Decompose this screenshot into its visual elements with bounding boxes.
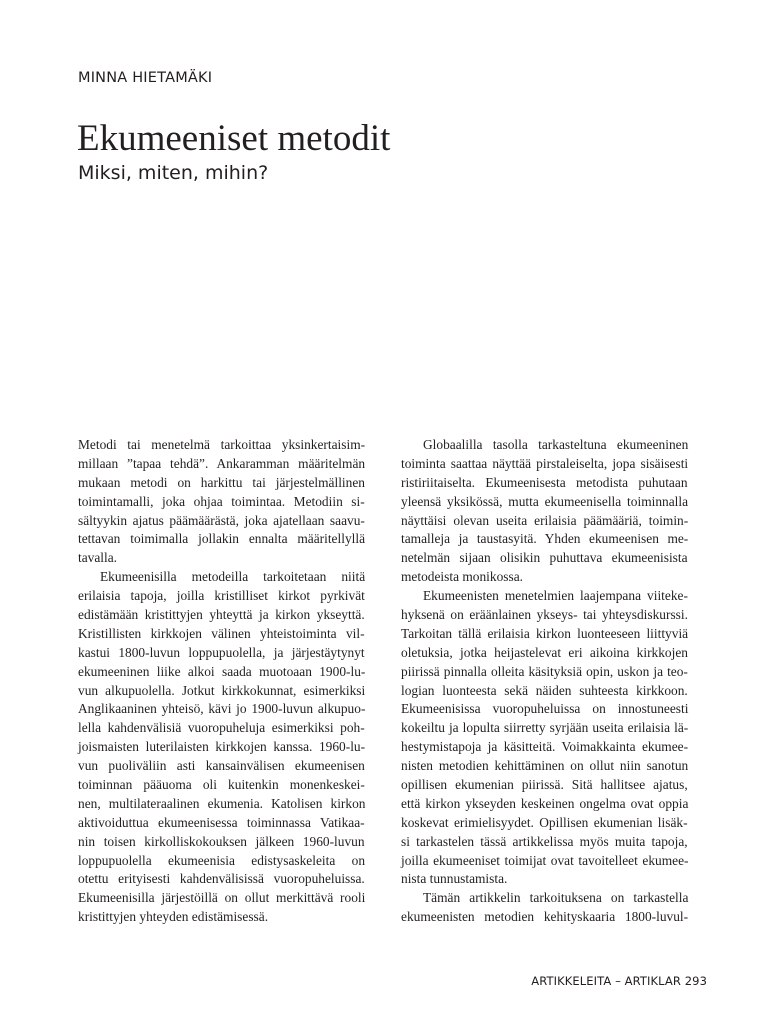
body-text-line: erilaisia tapoja, joilla kristilliset kirkot pyrkivät [78,588,365,604]
body-text-line: kokeiltu ja lopulta siirretty syrjään useita erilaisia lä- [401,720,689,736]
body-text-line: hyksenä on eräänlainen ykseys- tai yhteysdiskurssi. [401,607,688,623]
body-text-line: otettu erityisesti kahdenvälisissä vuoropuheluissa. [78,871,365,887]
body-text-line: Ekumeenisissa vuoropuheluissa on innostuneesti [401,701,689,717]
body-text-line: Tämän artikkelin tarkoituksena on tarkastella [423,890,689,906]
body-text-line: toiminnan pääuoma oli kuitenkin monenkeskei- [78,777,365,793]
body-text-line: Tarkoitan tällä erilaisia kirkon luonteeseen liittyviä [401,625,689,641]
body-text-line: Ekumeenisilla järjestöillä on ollut merkittävä rooli [78,890,366,906]
article-title: Ekumeeniset metodit [77,118,391,159]
body-text-line: tettavan toimimalla jollakin ennalta määritellyllä [78,531,366,547]
body-text-line: Metodi tai menetelmä tarkoittaa yksinkertaisim- [78,437,366,452]
body-text-line: si tarkastelen tässä artikkelissa myös muita tapoja, [401,833,688,849]
body-text-line: Kristillisten kirkkojen välinen yhteistoiminta vil- [78,625,365,641]
body-text-line: näyttäisi olevan useita erilaisia päämääriä, toimin- [401,512,689,528]
author-name: MINNA HIETAMÄKI [78,70,213,86]
body-text-line: Anglikaaninen yhteisö, kävi jo 1900-luvun alkupuo- [78,701,366,717]
body-text-line: nista tunnustamista. [401,871,508,887]
body-text-line: tamalleja ja taustasyitä. Yhden ekumeenisen me- [401,531,689,547]
body-text-line: tavalla. [78,550,118,566]
body-text-line: että kirkon ykseyden keskeinen ongelma ovat oppia [401,795,689,811]
body-text-line: kastui 1800-luvun loppupuolella, ja järjestäytynyt [78,644,365,660]
body-text-line: kristittyjen yhteyden edistämisessä. [78,909,269,925]
body-text-line: ristiriitaiselta. Ekumeenisesta metodista puhutaan [401,474,688,490]
body-text-line: piirissä pinnalla olleita käsityksiä opin, uskon ja teo- [401,663,688,679]
body-text-line: joilla ekumeeniset toimijat ovat tavoitelleet ekumee- [401,852,689,868]
body-text-line: metodeista monikossa. [401,569,523,585]
body-text-line: vun puoliväliin asti kansainvälisen ekumeenisen [78,758,365,774]
running-footer: ARTIKKELEITA – ARTIKLAR 293 [531,974,707,988]
body-column-left [78,436,365,927]
body-text-line: loppupuolella ekumeenisia edistysaskeleita on [78,852,366,868]
body-text-line: toiminta saattaa näyttää pirstaleiselta, jopa sisäisesti [401,455,689,471]
body-text-line: yleensä yksikössä, mutta ekumeenisella toiminnalla [401,493,689,509]
body-text-line: vun alkupuolella. Jotkut kirkkokunnat, esimerkiksi [78,682,366,698]
body-text-line: ekumeeninen liike alkoi saada muotoaan 1900-lu- [78,663,366,679]
body-text-line: netelmän sijaan olisikin puhuttava ekumeenisista [401,550,688,566]
body-text-line: koskevat erimielisyydet. Opillisen ekumenian lisäk- [401,814,688,830]
body-text-line: sältyykin ajatus päämäärästä, joka ajatellaan saavu- [78,512,365,528]
body-text-line: Globaalilla tasolla tarkasteltuna ekumeeninen [423,437,689,452]
body-text-line: edistämään kristittyjen yhteyttä ja kirkon ykseyttä. [78,607,365,623]
body-text-line: aktivoiduttua ekumeenisessa toiminnassa Vatikaa- [78,814,365,830]
article-subtitle: Miksi, miten, mihin? [78,162,269,184]
body-text-line: oletuksia, jotka heijastelevat eri aikoina kirkkojen [401,644,688,660]
body-text-line: opillisen ekumenian piirissä. Sitä hallitsee ajatus, [401,777,688,793]
body-text-line: logian luonteesta sekä näiden suhteesta kirkkoon. [401,682,688,698]
body-text-line: lella kahdenvälisiä vuoropuheluja esimerkiksi poh- [78,720,365,736]
body-column-right [401,436,688,927]
body-text-line: hestymistapoja ja käsitteitä. Voimakkainta ekumee- [401,739,689,755]
body-text-line: nin toisen kirkolliskokouksen jälkeen 1960-luvun [78,833,365,849]
body-text-line: nen, multilateraalinen ekumenia. Katolisen kirkon [78,795,366,811]
body-text-line: Ekumeenisten menetelmien laajempana viiteke- [423,588,688,604]
body-text-line: millaan ”tapaa tehdä”. Ankaramman määritelmän [78,455,366,471]
body-text-line: joismaisten luterilaisten kirkkojen kanssa. 1960-lu- [78,739,366,755]
body-text-line: nisten metodien kehittäminen on ollut niin sanotun [401,758,689,774]
body-text-line: mukaan metodi on harkittu tai järjestelmällinen [78,474,365,490]
body-text-line: toimintamalli, joka ohjaa toimintaa. Metodiin si- [78,493,365,509]
body-text-line: Ekumeenisilla metodeilla tarkoitetaan niitä [100,569,366,585]
body-text-line: ekumeenisten metodien kehityskaaria 1800-luvul- [401,909,689,925]
